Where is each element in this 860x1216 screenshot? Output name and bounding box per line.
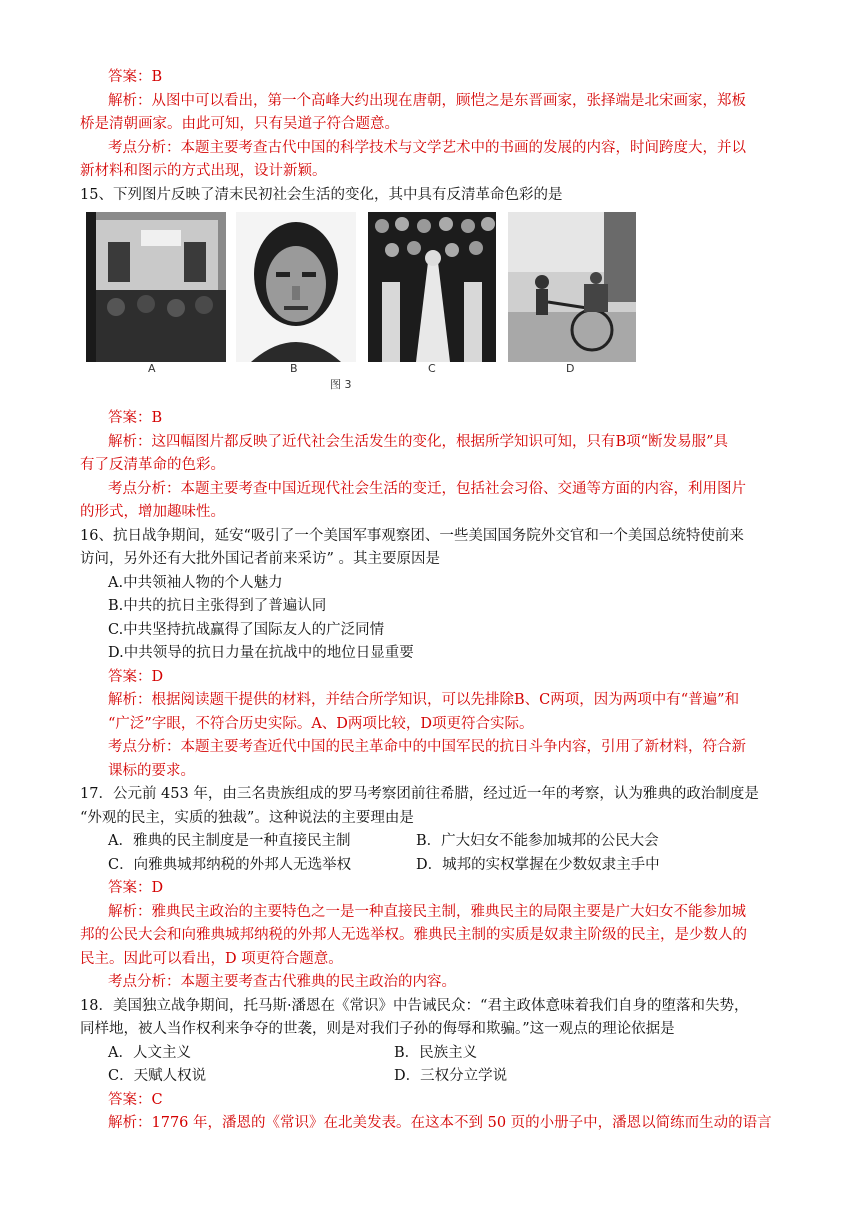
q15-kaodian-line2: 的形式，增加趣味性。 bbox=[80, 504, 225, 520]
q17-stem-line2: “外观的民主，实质的独裁”。这种说法的主要理由是 bbox=[80, 810, 414, 826]
q17-option-d: D．城邦的实权掌握在少数奴隶主手中 bbox=[416, 857, 660, 873]
q17-option-a: A．雅典的民主制度是一种直接民主制 bbox=[108, 833, 351, 849]
q16-stem-line2: 访问，另外还有大批外国记者前来采访” 。其主要原因是 bbox=[80, 551, 441, 567]
q15-answer: 答案：B bbox=[108, 410, 163, 426]
q18-option-a: A．人文主义 bbox=[108, 1045, 191, 1061]
q17-kaodian-line1: 考点分析：本题主要考查古代雅典的民主政治的内容。 bbox=[108, 974, 456, 990]
q15-figure bbox=[86, 212, 666, 402]
photo-b-image bbox=[236, 212, 356, 362]
q16-stem-line1: 16、抗日战争期间，延安“吸引了一个美国军事观察团、一些美国国务院外交官和一个美国总统特使前来 bbox=[80, 528, 744, 544]
figure-caption: 图 3 bbox=[330, 378, 352, 391]
q16-analysis-line1: 解析：根据阅读题干提供的材料，并结合所学知识，可以先排除B、C两项，因为两项中有“普遍”和 bbox=[108, 692, 740, 708]
q17-answer: 答案：D bbox=[108, 880, 164, 896]
q15-kaodian-line1: 考点分析：本题主要考查中国近现代社会生活的变迁，包括社会习俗、交通等方面的内容，利用图片 bbox=[108, 481, 746, 497]
q18-option-c: C．天赋人权说 bbox=[108, 1068, 207, 1084]
q18-stem-line1: 18．美国独立战争期间，托马斯·潘恩在《常识》中告诫民众：“君主政体意味着我们自身的堕落和失势， bbox=[80, 998, 749, 1014]
photo-c-image bbox=[368, 212, 496, 362]
photo-a-image bbox=[86, 212, 226, 362]
q18-stem-line2: 同样地，被人当作权利来争夺的世袭，则是对我们子孙的侮辱和欺骗。”这一观点的理论依据是 bbox=[80, 1021, 675, 1037]
q16-option-a: A.中共领袖人物的个人魅力 bbox=[108, 575, 283, 591]
q17-stem-line1: 17．公元前 453 年，由三名贵族组成的罗马考察团前往希腊，经过近一年的考察，认为雅典的政治制度是 bbox=[80, 786, 759, 802]
q18-option-d: D．三权分立学说 bbox=[394, 1068, 508, 1084]
q15-stem: 15、下列图片反映了清末民初社会生活的变化，其中具有反清革命色彩的是 bbox=[80, 187, 563, 203]
prev-answer: 答案：B bbox=[108, 69, 163, 85]
q16-option-d: D.中共领导的抗日力量在抗战中的地位日显重要 bbox=[108, 645, 414, 661]
q16-analysis-line2: “广泛”字眼，不符合历史实际。A、D两项比较，D项更符合实际。 bbox=[108, 716, 534, 732]
q16-kaodian-line2: 课标的要求。 bbox=[108, 763, 195, 779]
prev-kaodian-line1: 考点分析：本题主要考查古代中国的科学技术与文学艺术中的书画的发展的内容，时间跨度大，并以 bbox=[108, 140, 746, 156]
prev-analysis-line2: 桥是清朝画家。由此可知，只有吴道子符合题意。 bbox=[80, 116, 399, 132]
q17-analysis-line1: 解析：雅典民主政治的主要特色之一是一种直接民主制，雅典民主的局限主要是广大妇女不能参加城 bbox=[108, 904, 746, 920]
photo-b-label: B bbox=[290, 362, 298, 375]
q15-analysis-line2: 有了反清革命的色彩。 bbox=[80, 457, 225, 473]
q17-analysis-line3: 民主。因此可以看出，D 项更符合题意。 bbox=[80, 951, 343, 967]
photo-a-label: A bbox=[148, 362, 156, 375]
q16-option-b: B.中共的抗日主张得到了普遍认同 bbox=[108, 598, 327, 614]
prev-kaodian-line2: 新材料和图示的方式出现，设计新颖。 bbox=[80, 163, 327, 179]
photo-d-label: D bbox=[566, 362, 575, 375]
q17-option-b: B．广大妇女不能参加城邦的公民大会 bbox=[416, 833, 659, 849]
q15-analysis-line1: 解析：这四幅图片都反映了近代社会生活发生的变化，根据所学知识可知，只有B项“断发易服”具 bbox=[108, 434, 728, 450]
photo-d-image bbox=[508, 212, 636, 362]
prev-analysis-line1: 解析：从图中可以看出，第一个高峰大约出现在唐朝，顾恺之是东晋画家，张择端是北宋画家，郑板 bbox=[108, 93, 746, 109]
q16-kaodian-line1: 考点分析：本题主要考查近代中国的民主革命中的中国军民的抗日斗争内容，引用了新材料，符合新 bbox=[108, 739, 746, 755]
q18-option-b: B．民族主义 bbox=[394, 1045, 478, 1061]
q16-answer: 答案：D bbox=[108, 669, 164, 685]
q17-option-c: C．向雅典城邦纳税的外邦人无选举权 bbox=[108, 857, 352, 873]
photo-c-label: C bbox=[428, 362, 436, 375]
q18-analysis-line1: 解析：1776 年，潘恩的《常识》在北美发表。在这本不到 50 页的小册子中，潘恩以简练而生动的语言 bbox=[108, 1115, 772, 1131]
q17-analysis-line2: 邦的公民大会和向雅典城邦纳税的外邦人无选举权。雅典民主制的实质是奴隶主阶级的民主，是少数人的 bbox=[80, 927, 747, 943]
q18-answer: 答案：C bbox=[108, 1092, 163, 1108]
q16-option-c: C.中共坚持抗战赢得了国际友人的广泛同情 bbox=[108, 622, 385, 638]
